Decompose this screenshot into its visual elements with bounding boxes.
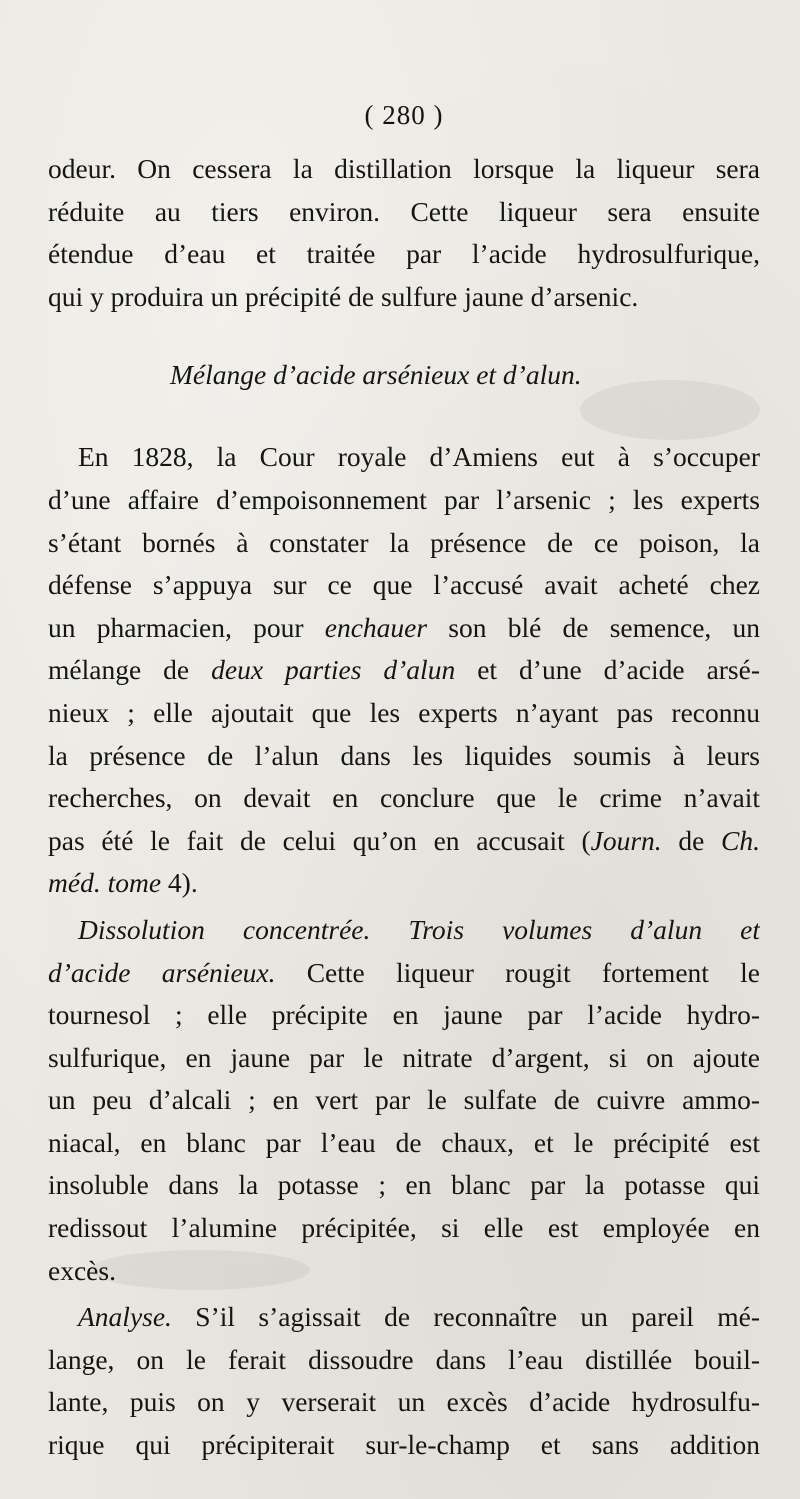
text-run: sulfurique, en jaune par le nitrate d’argent, si on ajoute <box>48 1041 760 1073</box>
italic-text: enchauer <box>324 611 428 643</box>
text-run: rique qui précipiterait sur-le-champ et sans addition <box>48 1429 760 1461</box>
section-heading: Mélange d’acide arsénieux et d’alun. <box>170 359 582 391</box>
text-line <box>48 692 760 735</box>
text-run: un peu d’alcali ; en vert par le sulfate de cuivre ammo- <box>48 1084 760 1116</box>
text-run: Cette liqueur rougit fortement le <box>275 956 760 988</box>
text-run: défense s’appuya sur ce que l’accusé avait acheté chez <box>48 569 760 601</box>
italic-text: Journ. <box>590 824 662 856</box>
text-run: pas été le fait de celui qu’on en accusait ( <box>48 824 591 856</box>
text-line <box>48 1207 760 1250</box>
text-run: lante, puis on y verserait un excès d’acide hydrosulfu- <box>48 1386 760 1418</box>
text-run: odeur. On cessera la distillation lorsque la liqueur sera <box>48 153 760 184</box>
text-line <box>48 1079 760 1122</box>
text-line <box>48 1381 760 1424</box>
text-line <box>48 994 760 1037</box>
text-run: insoluble dans la potasse ; en blanc par la potasse qui <box>48 1169 760 1201</box>
case-paragraph <box>48 436 760 905</box>
text-line <box>48 1164 760 1207</box>
text-run: un pharmacien, pour <box>48 611 325 643</box>
text-run: tournesol ; elle précipite en jaune par l’acide hydro- <box>48 999 760 1031</box>
text-line <box>48 607 760 650</box>
text-line <box>48 436 760 479</box>
text-line <box>48 735 760 778</box>
text-line <box>48 1037 760 1080</box>
text-line <box>48 564 760 607</box>
top-paragraph <box>48 148 760 318</box>
italic-text: méd. tome <box>48 867 162 899</box>
italic-text: deux parties d’alun <box>211 654 456 686</box>
text-run: et d’une d’acide arsé- <box>455 654 760 686</box>
text-line <box>48 820 760 863</box>
text-run: d’une affaire d’empoisonnement par l’arsenic ; les experts <box>48 483 760 515</box>
page-number: ( 280 ) <box>364 100 444 130</box>
text-line <box>48 777 760 820</box>
text-run: étendue d’eau et traitée par l’acide hydrosulfurique, <box>48 238 760 270</box>
italic-text: Dissolution concentrée. Trois volumes d’alun et <box>78 913 760 945</box>
text-line <box>48 479 760 522</box>
text-line <box>48 649 760 692</box>
text-run: de <box>661 824 722 856</box>
text-run: s’étant bornés à constater la présence de ce poison, la <box>48 526 760 558</box>
text-run: qui y produira un précipité de sulfure jaune d’arsenic. <box>48 280 639 312</box>
text-line <box>48 909 760 952</box>
italic-text: Ch. <box>721 824 760 856</box>
italic-text: d’acide arsénieux. <box>48 956 276 988</box>
text-run: redissout l’alumine précipitée, si elle est employée en <box>48 1212 760 1244</box>
dissolution-paragraph <box>48 909 760 1292</box>
text-run: recherches, on devait en conclure que le crime n’avait <box>48 782 760 814</box>
text-run: son blé de semence, un <box>427 611 760 643</box>
text-line <box>48 1122 760 1165</box>
text-line <box>48 1296 760 1339</box>
text-line <box>48 233 760 276</box>
text-line <box>48 952 760 995</box>
text-line <box>48 1339 760 1382</box>
text-line <box>48 862 760 905</box>
text-run: En 1828, la Cour royale d’Amiens eut à s’occuper <box>78 441 760 473</box>
text-run: mélange de <box>48 654 212 686</box>
text-line <box>48 148 760 191</box>
analysis-paragraph <box>48 1296 760 1466</box>
text-run: S’il s’agissait de reconnaître un pareil mé- <box>171 1301 760 1333</box>
text-run: niacal, en blanc par l’eau de chaux, et le précipité est <box>48 1126 760 1158</box>
text-run: excès. <box>48 1254 116 1286</box>
text-line <box>48 1250 760 1293</box>
text-line <box>48 276 760 319</box>
text-line <box>48 191 760 234</box>
text-line <box>48 522 760 565</box>
text-run: la présence de l’alun dans les liquides soumis à leurs <box>48 739 760 771</box>
text-run: lange, on le ferait dissoudre dans l’eau distillée bouil- <box>48 1343 760 1375</box>
text-run: 4). <box>161 867 198 899</box>
text-run: nieux ; elle ajoutait que les experts n’ayant pas reconnu <box>48 696 760 728</box>
text-run: réduite au tiers environ. Cette liqueur sera ensuite <box>48 195 760 227</box>
text-line <box>48 1424 760 1467</box>
italic-text: Analyse. <box>78 1301 172 1333</box>
